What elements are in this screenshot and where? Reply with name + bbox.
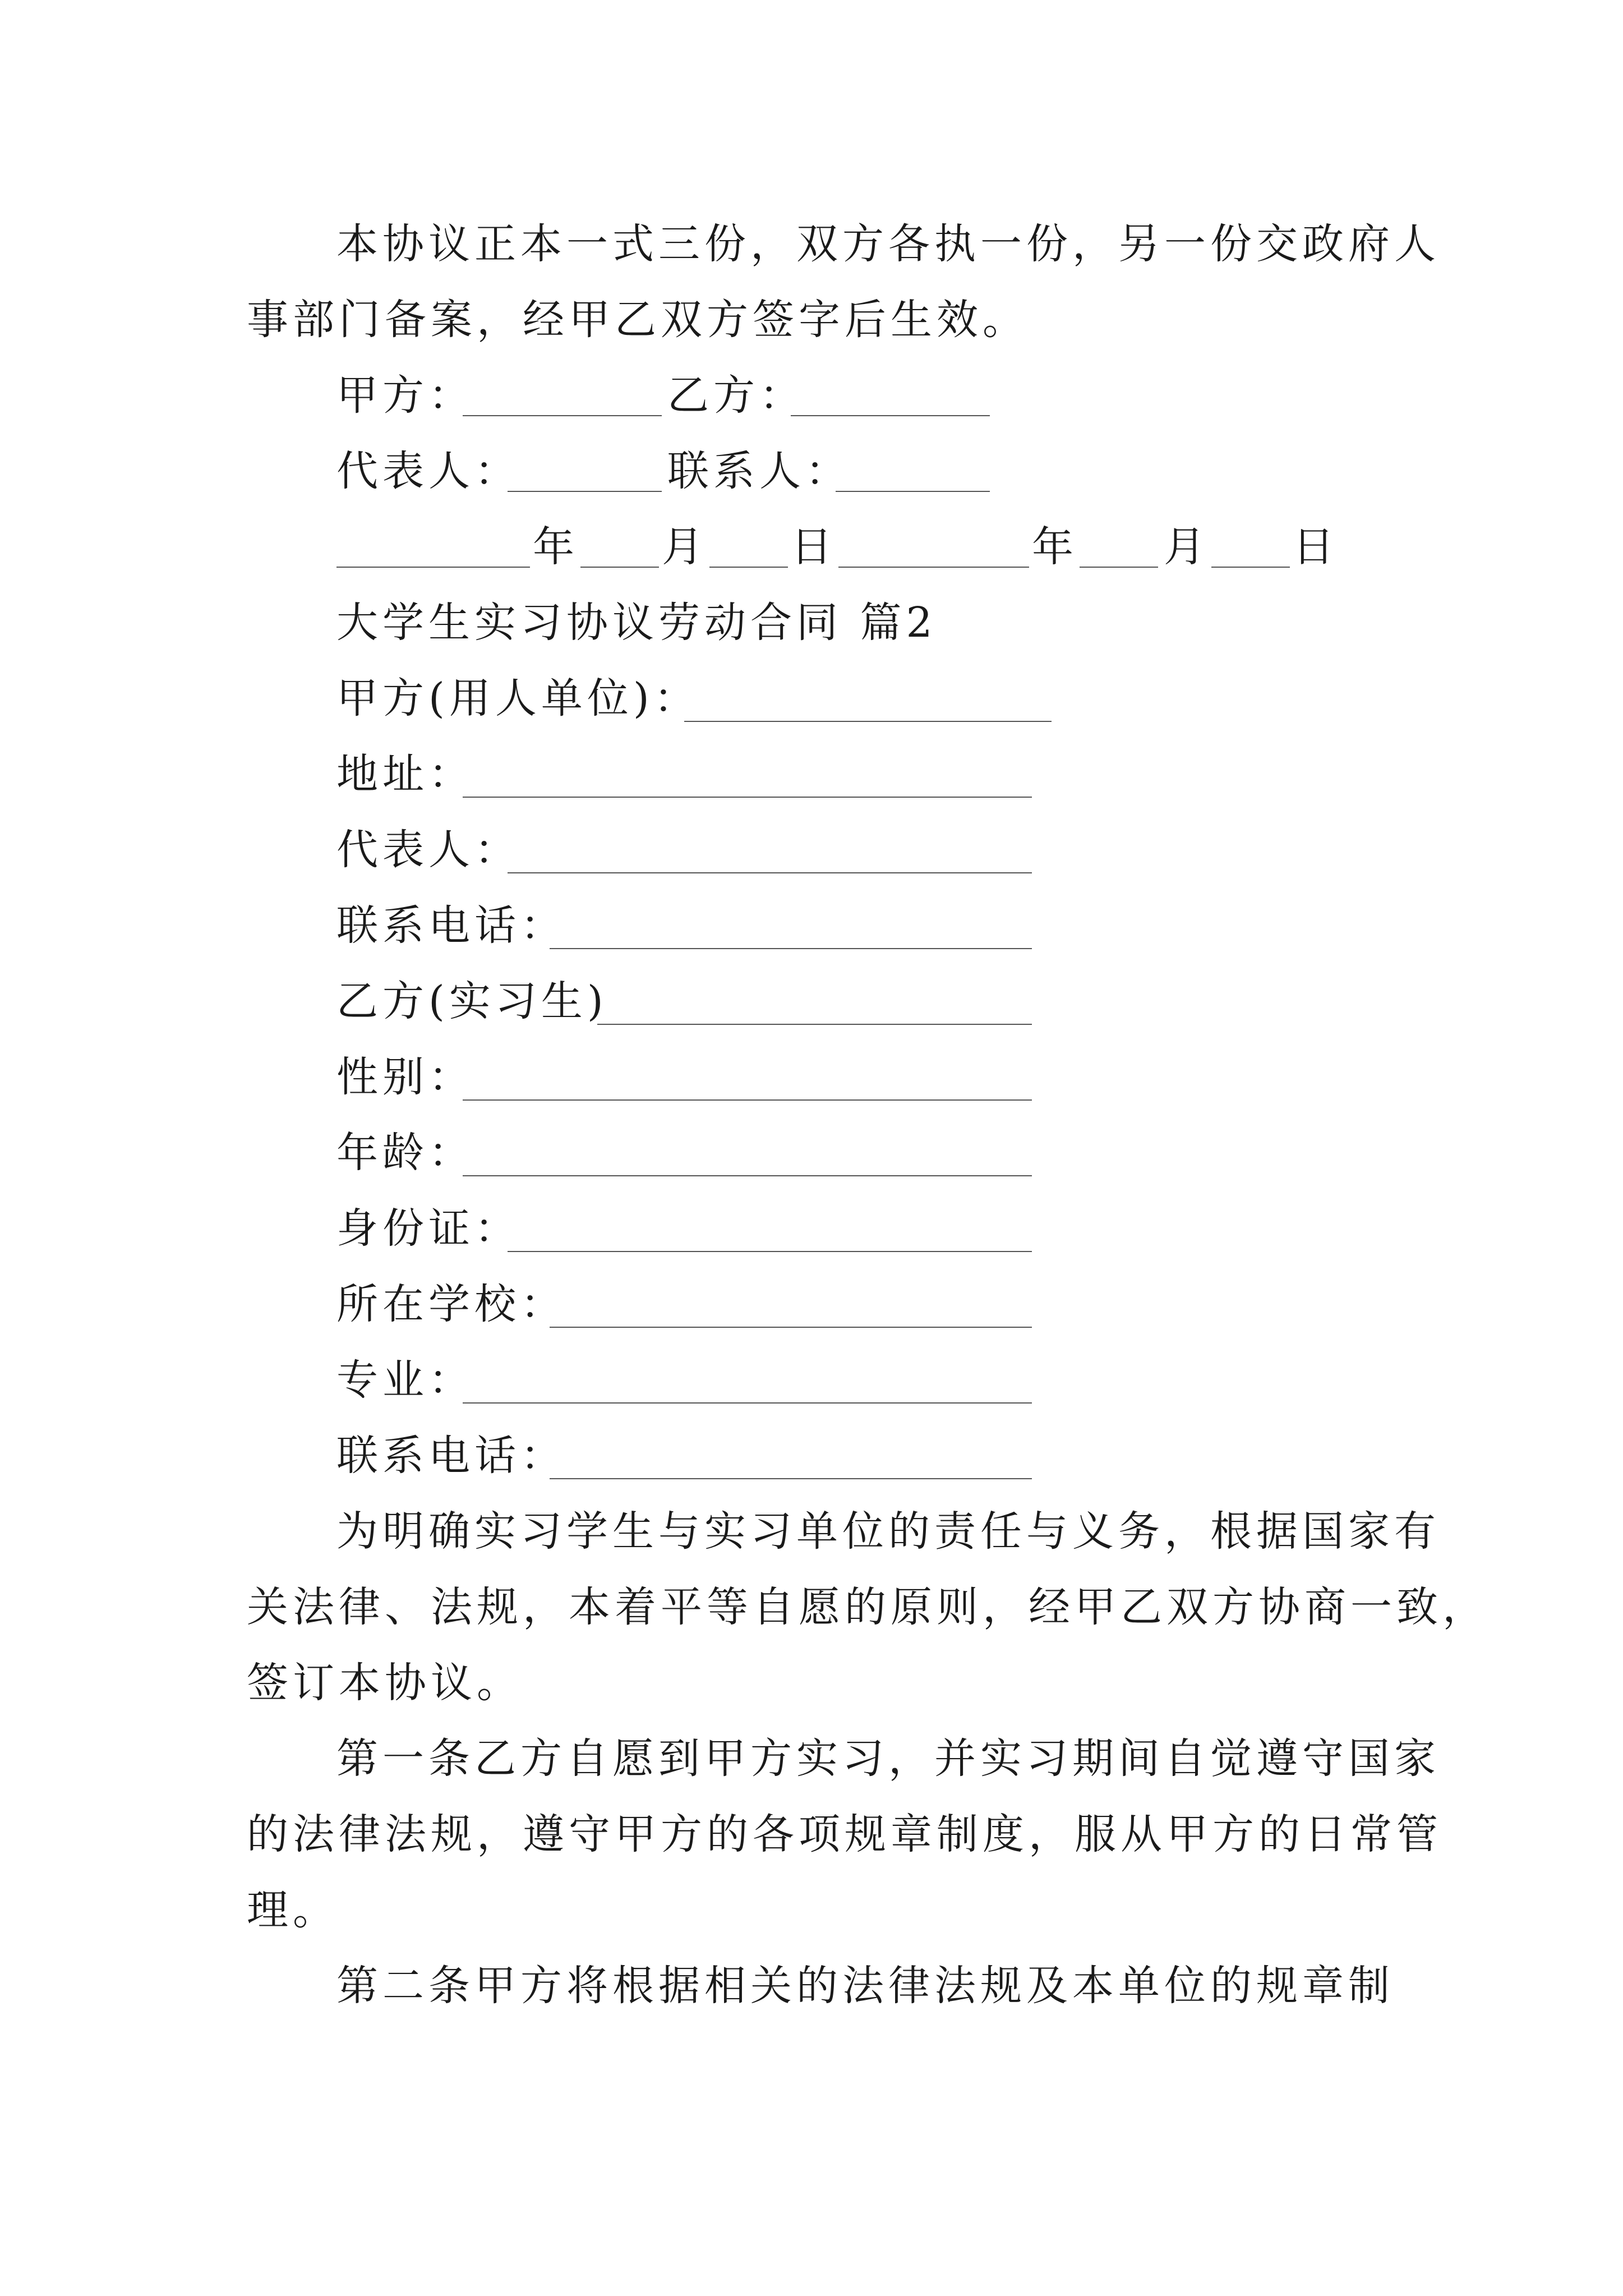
phone-label: 联系电话： [336,901,566,950]
date-b-day-blank[interactable] [1211,567,1290,568]
article1-line-2: 的法律法规，遵守甲方的各项规章制度，服从甲方的日常管 [247,1810,1442,1858]
age-blank[interactable] [463,1175,1032,1176]
preamble-line-2: 关法律、法规，本着平等自愿的原则，经甲乙双方协商一致， [247,1583,1488,1631]
party-b-label: 乙方： [667,371,805,420]
section-title: 大学生实习协议劳动合同 篇2 [336,599,937,647]
date-a-month-blank[interactable] [580,567,659,568]
date-a-year-label: 年 [533,523,579,571]
article1-line-3: 理。 [247,1886,339,1934]
closing-para-line-2: 事部门备案，经甲乙双方签字后生效。 [247,296,1029,344]
date-b-month-blank[interactable] [1080,567,1158,568]
article2-line-1: 第二条甲方将根据相关的法律法规及本单位的规章制 [336,1962,1394,2010]
sig-representative-blank[interactable] [508,491,662,492]
article1-line-1: 第一条乙方自愿到甲方实习，并实习期间自觉遵守国家 [336,1734,1440,1783]
party-a-blank[interactable] [463,415,662,416]
address-label: 地址： [336,750,474,798]
id-card-blank[interactable] [508,1251,1032,1252]
date-a-year-blank[interactable] [336,567,530,568]
closing-para-line-1: 本协议正本一式三份，双方各执一份，另一份交政府人 [336,220,1440,268]
date-b-year-blank[interactable] [838,567,1029,568]
phone2-label: 联系电话： [336,1432,566,1480]
date-b-day-label: 日 [1293,523,1339,571]
sig-representative-label: 代表人： [336,447,520,495]
age-label: 年龄： [336,1129,474,1177]
phone-blank[interactable] [550,948,1032,949]
sig-contact-person-label: 联系人： [667,447,851,495]
preamble-line-1: 为明确实习学生与实习单位的责任与义务，根据国家有 [336,1507,1440,1556]
intern-label: 乙方(实习生) [336,977,608,1025]
major-label: 专业： [336,1356,474,1404]
date-a-day-blank[interactable] [709,567,788,568]
address-blank[interactable] [463,797,1032,798]
date-a-day-label: 日 [791,523,837,571]
gender-label: 性别： [336,1053,474,1101]
preamble-line-3: 签订本协议。 [247,1659,523,1707]
party-b-blank[interactable] [791,415,990,416]
date-b-month-label: 月 [1164,523,1210,571]
school-label: 所在学校： [336,1280,566,1328]
gender-blank[interactable] [463,1099,1032,1101]
id-card-label: 身份证： [336,1204,520,1253]
representative-blank[interactable] [508,872,1032,873]
major-blank[interactable] [463,1402,1032,1404]
representative-label: 代表人： [336,826,520,874]
school-blank[interactable] [550,1327,1032,1328]
party-a-label: 甲方： [336,371,474,420]
date-b-year-label: 年 [1032,523,1078,571]
phone2-blank[interactable] [550,1478,1032,1479]
employer-blank[interactable] [684,721,1052,722]
employer-label: 甲方(用人单位)： [336,674,700,723]
date-a-month-label: 月 [662,523,708,571]
intern-blank[interactable] [597,1024,1032,1025]
sig-contact-person-blank[interactable] [836,491,990,492]
